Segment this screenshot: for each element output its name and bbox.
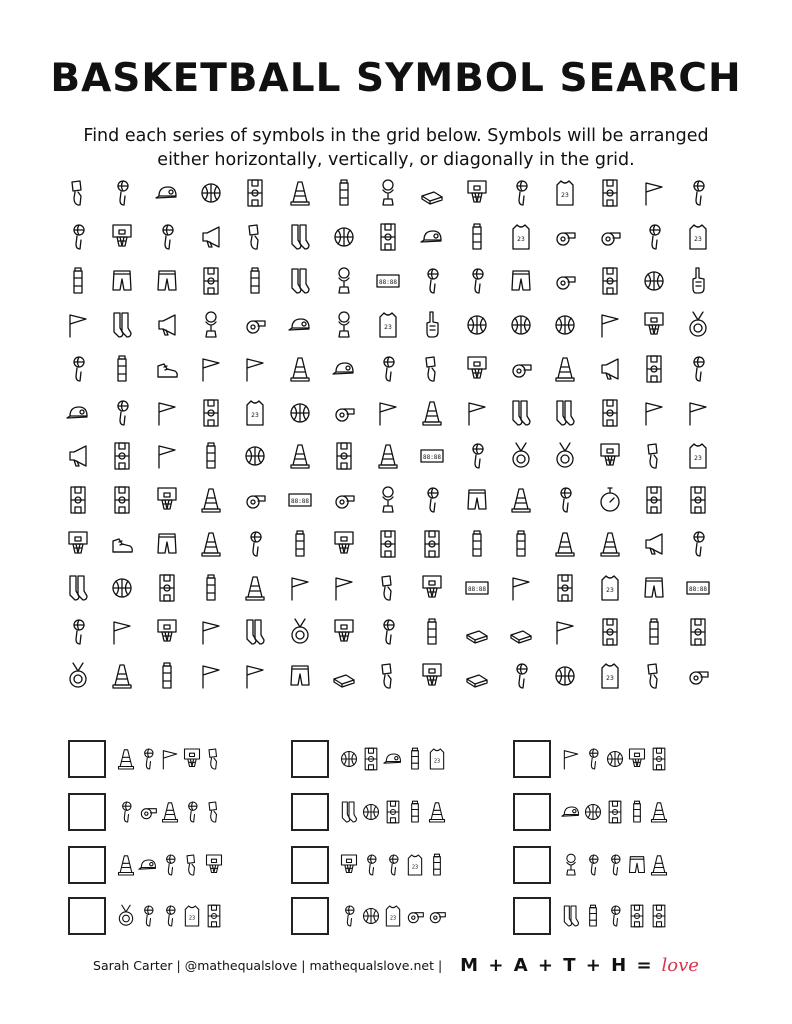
court-icon [686,485,710,515]
court-icon [598,398,622,428]
flag-icon [243,354,267,384]
ball-icon [199,178,223,208]
court-icon [376,222,400,252]
flag-icon [160,746,180,772]
towel-icon [465,617,489,647]
flag-icon [376,398,400,428]
scoreboard-icon [288,485,312,515]
footer-brand: M + A + T + H = [460,955,654,976]
ball-icon [332,222,356,252]
socks-icon [553,398,577,428]
answer-box[interactable] [513,740,551,778]
jersey-icon [383,903,403,929]
megaphone-icon [66,441,90,471]
socks-icon [110,310,134,340]
trophy-icon [199,310,223,340]
svg-text:23: 23 [188,915,196,922]
svg-text:23: 23 [561,192,569,199]
socks-icon [66,573,90,603]
whistle-icon [138,799,158,825]
spin-icon [605,903,625,929]
court-icon [383,799,403,825]
answer-box[interactable] [68,897,106,935]
jersey-icon [598,573,622,603]
ball-icon [465,310,489,340]
shorts-icon [110,266,134,296]
jersey-icon [509,222,533,252]
ball-icon [243,441,267,471]
medal-icon [66,661,90,691]
socks-icon [243,617,267,647]
hoop-icon [204,852,224,878]
hoop-icon [642,310,666,340]
svg-text:88:88: 88:88 [688,586,708,593]
jersey-icon [243,398,267,428]
spin-icon [155,222,179,252]
jersey-icon [553,178,577,208]
scoreboard-icon [420,441,444,471]
trophy-icon [561,852,581,878]
svg-text:23: 23 [517,236,525,243]
ball-icon [553,310,577,340]
spin-icon [110,178,134,208]
jersey-icon [405,852,425,878]
hoop-icon [66,529,90,559]
medal-icon [509,441,533,471]
court-icon [649,903,669,929]
svg-text:23: 23 [384,324,392,331]
svg-text:23: 23 [606,675,614,682]
spin-icon [509,661,533,691]
bottle-icon [243,266,267,296]
svg-text:23: 23 [433,758,441,765]
cone-icon [110,661,134,691]
cap-icon [66,398,90,428]
scoreboard-icon [465,573,489,603]
court-icon [420,529,444,559]
spin-icon [116,799,136,825]
finger-icon [420,310,444,340]
spin-icon [465,441,489,471]
hoop-icon [332,529,356,559]
cap-icon [332,354,356,384]
court-icon [204,903,224,929]
medal-icon [116,903,136,929]
spin-icon [686,178,710,208]
svg-text:88:88: 88:88 [290,498,310,505]
trophy-icon [332,310,356,340]
court-icon [627,903,647,929]
spin-icon [583,746,603,772]
finger-icon [686,266,710,296]
card-icon [376,573,400,603]
flag-icon [561,746,581,772]
card-icon [204,746,224,772]
court-icon [155,573,179,603]
spin-icon [376,617,400,647]
spin-icon [376,354,400,384]
court-icon [110,441,134,471]
bottle-icon [110,354,134,384]
court-icon [361,746,381,772]
flag-icon [288,573,312,603]
whistle-icon [243,485,267,515]
card-icon [420,354,444,384]
cone-icon [288,354,312,384]
court-icon [598,617,622,647]
answer-box[interactable] [291,740,329,778]
bottle-icon [642,617,666,647]
flag-icon [243,661,267,691]
court-icon [243,178,267,208]
flag-icon [199,661,223,691]
spin-icon [686,529,710,559]
bottle-icon [405,799,425,825]
spin-icon [361,852,381,878]
trophy-icon [376,178,400,208]
card-icon [182,852,202,878]
whistle-icon [332,485,356,515]
cone-icon [649,852,669,878]
towel-icon [420,178,444,208]
shorts-icon [509,266,533,296]
bottle-icon [66,266,90,296]
svg-text:23: 23 [389,915,397,922]
answer-box[interactable] [68,793,106,831]
svg-text:23: 23 [694,455,702,462]
svg-text:23: 23 [694,236,702,243]
megaphone-icon [642,529,666,559]
court-icon [199,266,223,296]
cap-icon [561,799,581,825]
jersey-icon [686,441,710,471]
answer-box[interactable] [291,897,329,935]
trophy-icon [376,485,400,515]
ball-icon [361,903,381,929]
card-icon [66,178,90,208]
footer [0,955,792,979]
flag-icon [155,441,179,471]
jersey-icon [686,222,710,252]
spin-icon [509,178,533,208]
shorts-icon [155,529,179,559]
shorts-icon [642,573,666,603]
socks-icon [561,903,581,929]
spin-icon [138,746,158,772]
cone-icon [427,799,447,825]
cone-icon [288,178,312,208]
spin-icon [420,485,444,515]
whistle-icon [598,222,622,252]
flag-icon [66,310,90,340]
hoop-icon [627,746,647,772]
socks-icon [339,799,359,825]
stopwatch-icon [598,485,622,515]
flag-icon [332,573,356,603]
bottle-icon [427,852,447,878]
court-icon [642,485,666,515]
ball-icon [605,746,625,772]
svg-text:88:88: 88:88 [467,586,487,593]
court-icon [332,441,356,471]
court-icon [110,485,134,515]
trophy-icon [332,266,356,296]
medal-icon [553,441,577,471]
svg-text:23: 23 [606,587,614,594]
flag-icon [199,617,223,647]
flag-icon [642,398,666,428]
spin-icon [383,852,403,878]
flag-icon [553,617,577,647]
spin-icon [138,903,158,929]
cone-icon [553,354,577,384]
court-icon [199,398,223,428]
answer-box[interactable] [68,740,106,778]
court-icon [376,529,400,559]
whistle-icon [509,354,533,384]
spin-icon [686,354,710,384]
answer-box[interactable] [68,846,106,884]
towel-icon [509,617,533,647]
flag-icon [598,310,622,340]
bottle-icon [465,222,489,252]
spin-icon [605,852,625,878]
cone-icon [288,441,312,471]
megaphone-icon [155,310,179,340]
court-icon [642,354,666,384]
answer-box[interactable] [513,793,551,831]
flag-icon [642,178,666,208]
bottle-icon [583,903,603,929]
whistle-icon [243,310,267,340]
shorts-icon [155,266,179,296]
ball-icon [583,799,603,825]
court-icon [66,485,90,515]
shorts-icon [627,852,647,878]
hoop-icon [598,441,622,471]
spin-icon [66,222,90,252]
whistle-icon [427,903,447,929]
bottle-icon [420,617,444,647]
flag-icon [155,398,179,428]
bottle-icon [627,799,647,825]
cone-icon [420,398,444,428]
page-title: BASKETBALL SYMBOL SEARCH [50,56,742,101]
jersey-icon [427,746,447,772]
court-icon [605,799,625,825]
spin-icon [160,903,180,929]
card-icon [204,799,224,825]
card-icon [642,441,666,471]
svg-text:88:88: 88:88 [378,279,398,286]
footer-love: love [661,955,699,976]
svg-text:23: 23 [411,864,419,871]
ball-icon [642,266,666,296]
medal-icon [686,310,710,340]
flag-icon [465,398,489,428]
answer-box[interactable] [291,793,329,831]
socks-icon [288,222,312,252]
whistle-icon [553,222,577,252]
hoop-icon [339,852,359,878]
spin-icon [553,485,577,515]
answer-box[interactable] [291,846,329,884]
spin-icon [160,852,180,878]
shoe-icon [110,529,134,559]
bottle-icon [465,529,489,559]
ball-icon [339,746,359,772]
spin-icon [243,529,267,559]
ball-icon [288,398,312,428]
footer-credits: Sarah Carter | @mathequalslove | mathequalslove.net | [93,958,443,973]
towel-icon [465,661,489,691]
scoreboard-icon [376,266,400,296]
cap-icon [155,178,179,208]
court-icon [649,746,669,772]
cone-icon [649,799,669,825]
flag-icon [199,354,223,384]
ball-icon [110,573,134,603]
spin-icon [66,617,90,647]
flag-icon [686,398,710,428]
spin-icon [465,266,489,296]
hoop-icon [332,617,356,647]
whistle-icon [332,398,356,428]
spin-icon [182,799,202,825]
ball-icon [361,799,381,825]
whistle-icon [405,903,425,929]
ball-icon [553,661,577,691]
whistle-icon [686,661,710,691]
spin-icon [642,222,666,252]
cone-icon [199,485,223,515]
cone-icon [509,485,533,515]
flag-icon [110,617,134,647]
spin-icon [110,398,134,428]
bottle-icon [332,178,356,208]
answer-box[interactable] [513,897,551,935]
megaphone-icon [199,222,223,252]
towel-icon [332,661,356,691]
court-icon [686,617,710,647]
shorts-icon [288,661,312,691]
bottle-icon [288,529,312,559]
shorts-icon [465,485,489,515]
bottle-icon [509,529,533,559]
hoop-icon [155,485,179,515]
svg-text:23: 23 [251,412,259,419]
scoreboard-icon [686,573,710,603]
medal-icon [288,617,312,647]
cone-icon [116,746,136,772]
socks-icon [288,266,312,296]
whistle-icon [553,266,577,296]
cap-icon [138,852,158,878]
hoop-icon [465,354,489,384]
jersey-icon [598,661,622,691]
cone-icon [243,573,267,603]
hoop-icon [155,617,179,647]
hoop-icon [110,222,134,252]
spin-icon [339,903,359,929]
bottle-icon [199,573,223,603]
hoop-icon [182,746,202,772]
shoe-icon [155,354,179,384]
court-icon [553,573,577,603]
ball-icon [509,310,533,340]
cone-icon [598,529,622,559]
spin-icon [66,354,90,384]
cap-icon [383,746,403,772]
court-icon [598,266,622,296]
jersey-icon [376,310,400,340]
flag-icon [509,573,533,603]
cap-icon [420,222,444,252]
spin-icon [583,852,603,878]
cone-icon [160,799,180,825]
svg-text:88:88: 88:88 [422,454,442,461]
cap-icon [288,310,312,340]
answer-box[interactable] [513,846,551,884]
card-icon [642,661,666,691]
court-icon [598,178,622,208]
hoop-icon [465,178,489,208]
cone-icon [376,441,400,471]
instructions-text: Find each series of symbols in the grid below. Symbols will be arranged either horizontally, vertically, or diagonally in the grid. [83,126,709,170]
hoop-icon [420,661,444,691]
spin-icon [420,266,444,296]
megaphone-icon [598,354,622,384]
hoop-icon [420,573,444,603]
bottle-icon [199,441,223,471]
bottle-icon [405,746,425,772]
card-icon [376,661,400,691]
socks-icon [509,398,533,428]
cone-icon [199,529,223,559]
jersey-icon [182,903,202,929]
bottle-icon [155,661,179,691]
card-icon [243,222,267,252]
cone-icon [553,529,577,559]
cone-icon [116,852,136,878]
